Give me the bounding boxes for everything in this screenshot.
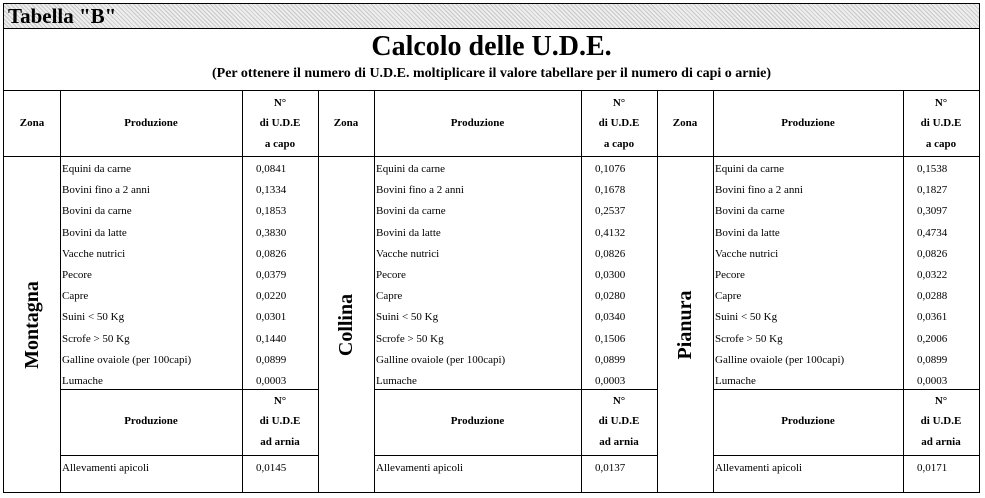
column-divider bbox=[318, 91, 319, 493]
table-row-value: 0,4734 bbox=[917, 226, 948, 239]
apicoli-produzione-header: Produzione bbox=[781, 415, 835, 427]
table-row-value: 0,0220 bbox=[256, 290, 287, 303]
table-row-value: 0,1334 bbox=[256, 184, 287, 197]
table-row-value: 0,0899 bbox=[256, 353, 287, 366]
table-row-value: 0,2006 bbox=[917, 332, 948, 345]
apicoli-row-label: Allevamenti apicoli bbox=[376, 462, 464, 474]
table-row-label: Bovini da carne bbox=[62, 205, 132, 218]
table-row-label: Equini da carne bbox=[62, 163, 132, 175]
apicoli-row-label: Allevamenti apicoli bbox=[62, 462, 150, 474]
table-row-label: Capre bbox=[62, 290, 89, 303]
table-row-label: Bovini fino a 2 anni bbox=[715, 184, 803, 197]
table-row-value: 0,0379 bbox=[256, 269, 287, 281]
table-row-value: 0,0826 bbox=[256, 247, 287, 260]
table-row-label: Pecore bbox=[376, 269, 406, 281]
nr-header: N° bbox=[934, 97, 948, 109]
column-divider bbox=[374, 91, 375, 493]
apicoli-ad-arnia-header: ad arnia bbox=[921, 436, 961, 448]
table-row-label: Lumache bbox=[62, 375, 103, 387]
zone-label-collina: Collina bbox=[335, 293, 357, 357]
table-row-value: 0,0300 bbox=[595, 269, 626, 281]
table-row-label: Galline ovaiole (per 100capi) bbox=[376, 353, 506, 366]
column-divider bbox=[60, 91, 61, 493]
table-row-value: 0,2537 bbox=[595, 205, 626, 218]
table-row-label: Bovini fino a 2 anni bbox=[376, 184, 464, 197]
ude-table bbox=[4, 90, 979, 493]
apicoli-di-ude-header: di U.D.E bbox=[259, 415, 301, 427]
zone-label-montagna: Montagna bbox=[21, 281, 43, 369]
table-row-value: 0,1506 bbox=[595, 332, 626, 345]
table-row-value: 0,0899 bbox=[595, 353, 626, 366]
table-row-label: Scrofe > 50 Kg bbox=[715, 332, 783, 345]
apicoli-row-value: 0,0137 bbox=[595, 462, 626, 474]
table-row-value: 0,0340 bbox=[595, 311, 626, 324]
a-capo-header: a capo bbox=[603, 138, 635, 150]
table-row-label: Suini < 50 Kg bbox=[715, 311, 778, 324]
zone-label-pianura: Pianura bbox=[674, 290, 696, 360]
table-row-value: 0,0003 bbox=[256, 375, 287, 387]
table-row-label: Bovini da latte bbox=[715, 226, 780, 239]
table-row-value: 0,0826 bbox=[595, 247, 626, 260]
table-row-value: 0,1538 bbox=[917, 163, 948, 175]
table-row-value: 0,0841 bbox=[256, 163, 287, 175]
produzione-header: Produzione bbox=[124, 117, 178, 129]
apicoli-nr-header: N° bbox=[612, 395, 626, 407]
page-subtitle: (Per ottenere il numero di U.D.E. moltiplicare il valore tabellare per il numero di capi o arnie) bbox=[211, 66, 772, 81]
apicoli-header-bottom-line bbox=[60, 455, 318, 456]
apicoli-row-label: Allevamenti apicoli bbox=[715, 462, 803, 474]
zona-header: Zona bbox=[672, 117, 698, 129]
column-divider bbox=[657, 91, 658, 493]
table-row-label: Bovini da carne bbox=[715, 205, 785, 218]
apicoli-produzione-header: Produzione bbox=[450, 415, 505, 427]
apicoli-produzione-header: Produzione bbox=[124, 415, 178, 427]
a-capo-header: a capo bbox=[925, 138, 957, 150]
sheet-tab-bar bbox=[4, 4, 979, 29]
apicoli-header-bottom-line bbox=[374, 455, 657, 456]
apicoli-row-value: 0,0145 bbox=[256, 462, 287, 474]
table-row-value: 0,4132 bbox=[595, 226, 626, 239]
apicoli-ad-arnia-header: ad arnia bbox=[260, 436, 300, 448]
table-row-label: Bovini da latte bbox=[62, 226, 127, 239]
table-row-label: Suini < 50 Kg bbox=[376, 311, 439, 324]
table-row-value: 0,0003 bbox=[595, 375, 626, 387]
apicoli-ad-arnia-header: ad arnia bbox=[599, 436, 639, 448]
table-row-label: Lumache bbox=[715, 375, 756, 387]
di-ude-header: di U.D.E bbox=[920, 117, 962, 129]
apicoli-nr-header: N° bbox=[273, 395, 287, 407]
produzione-header: Produzione bbox=[450, 117, 505, 129]
apicoli-row-value: 0,0171 bbox=[917, 462, 948, 474]
table-frame bbox=[3, 3, 980, 493]
table-row-value: 0,0826 bbox=[917, 247, 948, 260]
table-row-value: 0,0280 bbox=[595, 290, 626, 303]
table-row-label: Galline ovaiole (per 100capi) bbox=[715, 353, 845, 366]
header-bottom-line bbox=[4, 156, 979, 157]
table-row-label: Vacche nutrici bbox=[715, 247, 779, 260]
a-capo-header: a capo bbox=[264, 138, 296, 150]
table-row-value: 0,0003 bbox=[917, 375, 948, 387]
table-row-label: Capre bbox=[376, 290, 403, 303]
table-row-value: 0,1853 bbox=[256, 205, 287, 218]
table-row-value: 0,3097 bbox=[917, 205, 948, 218]
table-row-label: Suini < 50 Kg bbox=[62, 311, 125, 324]
nr-header: N° bbox=[612, 97, 626, 109]
table-row-value: 0,1827 bbox=[917, 184, 948, 197]
table-row-value: 0,1440 bbox=[256, 332, 287, 345]
table-row-label: Lumache bbox=[376, 375, 417, 387]
table-row-label: Equini da carne bbox=[376, 163, 446, 175]
table-row-value: 0,0322 bbox=[917, 269, 948, 281]
table-row-label: Bovini da carne bbox=[376, 205, 446, 218]
table-row-value: 0,0301 bbox=[256, 311, 287, 324]
table-row-label: Bovini da latte bbox=[376, 226, 441, 239]
sheet-tab-label: Tabella "B" bbox=[8, 4, 117, 28]
page-title: Calcolo delle U.D.E. bbox=[371, 31, 612, 62]
apicoli-di-ude-header: di U.D.E bbox=[598, 415, 640, 427]
table-row-label: Pecore bbox=[62, 269, 92, 281]
table-row-label: Bovini fino a 2 anni bbox=[62, 184, 150, 197]
table-row-value: 0,1678 bbox=[595, 184, 626, 197]
table-row-value: 0,0288 bbox=[917, 290, 948, 303]
zona-header: Zona bbox=[333, 117, 359, 129]
nr-header: N° bbox=[273, 97, 287, 109]
apicoli-nr-header: N° bbox=[934, 395, 948, 407]
table-row-label: Scrofe > 50 Kg bbox=[376, 332, 444, 345]
table-row-value: 0,1076 bbox=[595, 163, 626, 175]
table-row-label: Scrofe > 50 Kg bbox=[62, 332, 130, 345]
apicoli-header-bottom-line bbox=[713, 455, 979, 456]
table-row-label: Pecore bbox=[715, 269, 745, 281]
column-divider bbox=[713, 91, 714, 493]
table-row-label: Vacche nutrici bbox=[376, 247, 440, 260]
table-row-label: Capre bbox=[715, 290, 742, 303]
table-row-label: Vacche nutrici bbox=[62, 247, 126, 260]
apicoli-di-ude-header: di U.D.E bbox=[920, 415, 962, 427]
zona-header: Zona bbox=[19, 117, 45, 129]
di-ude-header: di U.D.E bbox=[598, 117, 640, 129]
table-row-label: Galline ovaiole (per 100capi) bbox=[62, 353, 192, 366]
table-row-label: Equini da carne bbox=[715, 163, 785, 175]
table-row-value: 0,3830 bbox=[256, 226, 287, 239]
table-row-value: 0,0361 bbox=[917, 311, 948, 324]
di-ude-header: di U.D.E bbox=[259, 117, 301, 129]
table-row-value: 0,0899 bbox=[917, 353, 948, 366]
produzione-header: Produzione bbox=[781, 117, 835, 129]
